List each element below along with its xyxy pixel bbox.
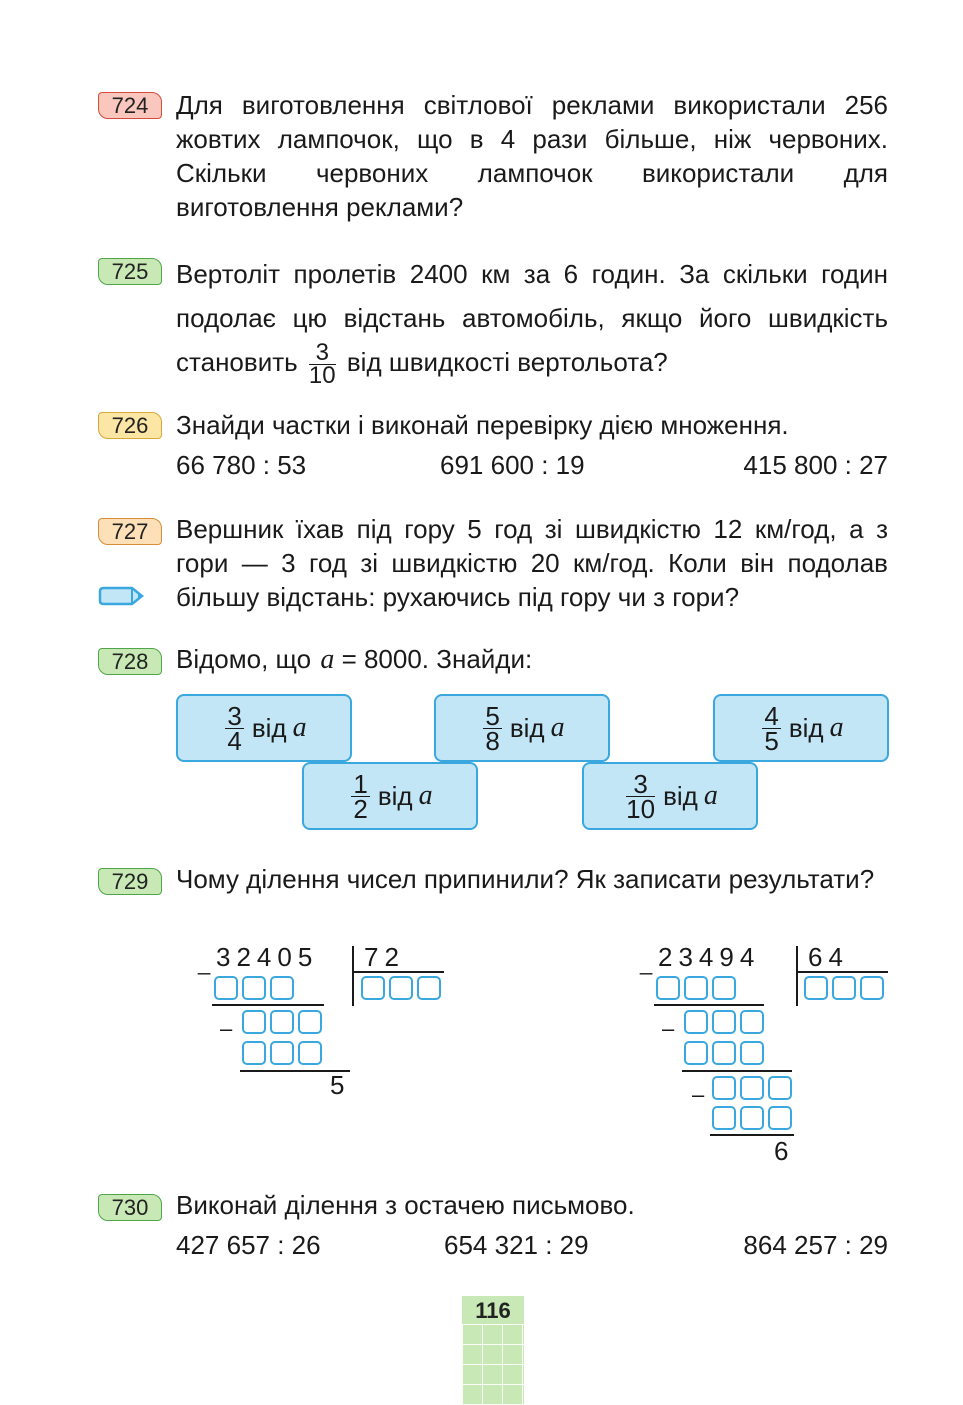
answer-cell[interactable] [656,976,680,1000]
answer-cell[interactable] [242,1041,266,1065]
answer-cell[interactable] [740,1106,764,1130]
card-label: від [663,780,698,811]
page-number: 116 [475,1298,511,1323]
task-number-badge: 726 [98,412,162,439]
division-bar [352,946,354,1006]
task-number-badge: 730 [98,1194,162,1221]
fraction [626,768,656,824]
expression: 864 257 : 29 [743,1230,888,1260]
answer-cell[interactable] [712,1041,736,1065]
divisor: 72 [364,942,405,972]
dividend: 23494 [658,942,761,972]
task-number-badge: 725 [98,258,162,285]
divisor: 64 [808,942,849,972]
grid-decoration [462,1324,524,1405]
subtraction-line [212,1004,324,1006]
expression: 654 321 : 29 [444,1230,589,1260]
expression: 427 657 : 26 [176,1230,321,1260]
fraction-denominator: 8 [485,725,500,756]
task-number-badge: 724 [98,92,162,119]
answer-cell[interactable] [298,1010,322,1034]
fraction [483,700,501,756]
remainder: 5 [330,1070,351,1100]
answer-cell[interactable] [242,1010,266,1034]
task-number-badge: 727 [98,518,162,545]
task-text-part: = 8000. Знайди: [341,644,533,674]
fraction-denominator: 2 [353,793,368,824]
fraction-card [302,762,478,830]
fraction-numerator: 3 [227,700,242,731]
fraction [308,338,336,389]
variable: a [418,780,433,811]
answer-cell[interactable] [740,1010,764,1034]
page-number-box [462,1296,524,1405]
answer-cell[interactable] [832,976,856,1000]
expression: 415 800 : 27 [743,450,888,480]
division-bar [796,946,798,1006]
answer-cell[interactable] [684,976,708,1000]
task-text: Для виготовлення світлової реклами використали 256 жовтих лампочок, що в 4 рази більше, ніж червоних. Скільки червоних лампочок використали для виготовлення реклами? [176,90,888,222]
task-text [176,252,888,387]
answer-cell[interactable] [361,976,385,1000]
answer-cell[interactable] [712,1010,736,1034]
answer-cell[interactable] [270,976,294,1000]
fraction-numerator: 3 [626,772,655,797]
fraction-card [434,694,610,762]
answer-cell[interactable] [768,1106,792,1130]
minus-sign: _ [198,950,211,975]
pencil-icon [98,585,146,607]
card-label: від [251,712,287,743]
task-text-part: Відомо, що [176,644,312,674]
dividend: 32405 [216,942,319,972]
expression: 691 600 : 19 [440,450,585,480]
answer-cell[interactable] [712,976,736,1000]
variable: a [320,644,335,675]
fraction-numerator: 3 [309,342,336,365]
task-number-badge: 729 [98,868,162,895]
task-text: Знайди частки і виконай перевірку дією множення. [176,410,789,440]
answer-cell[interactable] [684,1041,708,1065]
fraction-numerator: 5 [485,700,500,731]
task-text-part: від швидкості вертольота? [346,347,668,377]
answer-cell[interactable] [804,976,828,1000]
subtraction-line [682,1070,792,1072]
task-text [176,642,888,677]
fraction-numerator: 1 [353,768,368,799]
variable: a [550,712,565,743]
answer-cell[interactable] [860,976,884,1000]
answer-cell[interactable] [417,976,441,1000]
answer-cell[interactable] [740,1041,764,1065]
fraction-denominator: 10 [626,793,656,824]
answer-cell[interactable] [768,1076,792,1100]
answer-cell[interactable] [242,976,266,1000]
fraction [225,700,243,756]
fraction [351,768,369,824]
task-number-badge: 728 [98,648,162,675]
task-text: Виконай ділення з остачею письмово. [176,1190,635,1220]
answer-cell[interactable] [389,976,413,1000]
task-text: Чому ділення чисел припинили? Як записати результати? [176,864,875,894]
fraction-denominator: 10 [308,361,336,389]
fraction-denominator: 5 [764,725,779,756]
answer-cell[interactable] [270,1010,294,1034]
expression: 66 780 : 53 [176,450,307,480]
minus-sign: _ [640,950,653,975]
answer-cell[interactable] [214,976,238,1000]
answer-cell[interactable] [740,1076,764,1100]
answer-cell[interactable] [298,1041,322,1065]
minus-sign: – [692,1082,705,1107]
variable: a [703,780,718,811]
minus-sign: – [662,1016,675,1041]
answer-cell[interactable] [684,1010,708,1034]
fraction-card [176,694,352,762]
variable: a [829,712,844,743]
subtraction-line [654,1004,764,1006]
card-label: від [509,712,545,743]
remainder: 6 [774,1136,795,1166]
card-label: від [788,712,824,743]
fraction-card [713,694,889,762]
card-label: від [377,780,413,811]
answer-cell[interactable] [712,1106,736,1130]
task-text-part: Вертоліт пролетів 2400 км за 6 годин. За скільки годин подолає цю відстань автомобіль, якщо його швидкість становить [176,259,888,377]
fraction [762,700,780,756]
fraction-denominator: 4 [227,725,242,756]
answer-cell[interactable] [712,1076,736,1100]
minus-sign: – [220,1016,233,1041]
task-text: Вершник їхав під гору 5 год зі швидкістю 12 км/год, а з гори — 3 год зі швидкістю 20 км/год. Коли він подолав більшу відстань: рухаючись під гору чи з гори? [176,514,888,612]
answer-cell[interactable] [270,1041,294,1065]
fraction-card [582,762,758,830]
variable: a [292,712,307,743]
fraction-numerator: 4 [764,700,779,731]
